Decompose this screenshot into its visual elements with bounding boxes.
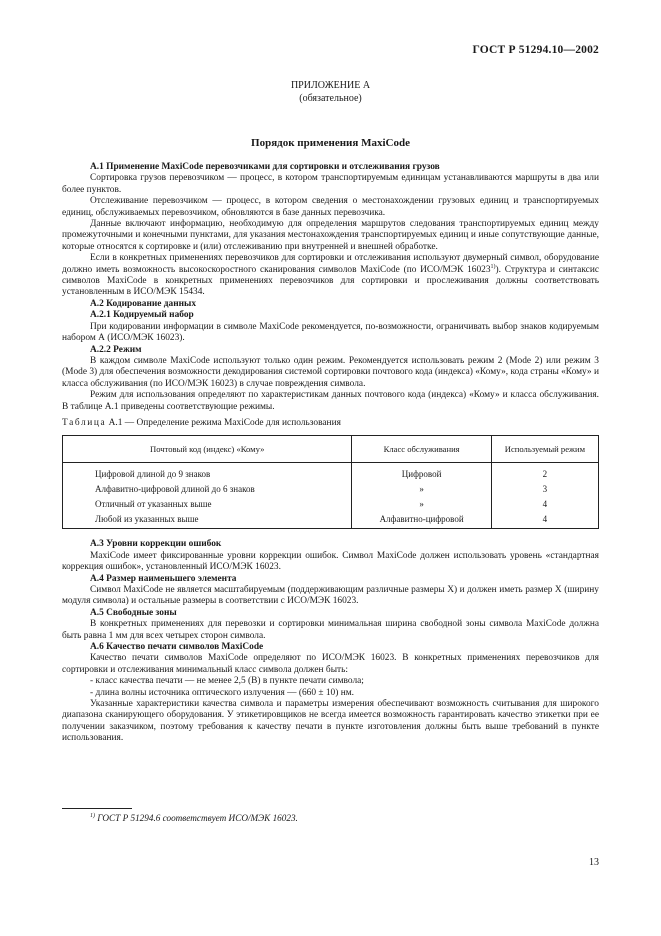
table-cell-mode: 4 — [491, 512, 598, 529]
section-a22-paragraph-2: Режим для использования определяют по характеристикам данных почтового кода (индекса) «Кому» и класса обслуживания. В таблице А.1 приведены соответствующие режимы. — [62, 390, 599, 412]
section-a5-heading: А.5 Свободные зоны — [90, 607, 177, 618]
footnote-reference: 1) — [490, 263, 496, 270]
section-a6-paragraph-1: Качество печати символов MaxiCode определяют по ИСО/МЭК 16023. В конкретных применениях перевозчиков для сортировки и отслеживания минимальный класс символа должен быть: — [62, 653, 599, 675]
section-a3-heading: А.3 Уровни коррекции ошибок — [90, 539, 222, 550]
section-a1-paragraph-4 — [62, 253, 599, 299]
document-header-id: ГОСТ Р 51294.10—2002 — [472, 44, 599, 56]
table-cell-mode: 2 — [491, 463, 598, 483]
table-header-service-class: Класс обслуживания — [352, 436, 491, 463]
section-a6-paragraph-2: Указанные характеристики качества символа и параметры измерения обеспечивают возможность считывания для широкого диапазона сканирующего оборудования. У этикетировщиков не всегда имеется возможность гарантировать качество этикетки при ее получении заказчиком, поэтому требования к качеству печати в пункте изготовления должны быть выше требований в пункте использования. — [62, 699, 599, 744]
footnote-marker: 1) — [90, 812, 95, 819]
table-cell-mode: 4 — [491, 497, 598, 512]
table-caption-label: Таблица — [62, 417, 107, 428]
section-a5-paragraph: В конкретных применениях для перевозки и сортировки минимальная ширина свободной зоны символа MaxiCode должна быть равна 1 мм для всех четырех сторон символа. — [62, 619, 599, 641]
section-a4-heading: А.4 Размер наименьшего элемента — [90, 573, 237, 584]
table-cell-postal-code: Любой из указанных выше — [63, 512, 352, 529]
table-cell-postal-code: Алфавитно-цифровой длиной до 6 знаков — [63, 482, 352, 497]
table-header-row — [63, 436, 599, 463]
footnote-text: ГОСТ Р 51294.6 соответствует ИСО/МЭК 16023. — [95, 813, 298, 823]
section-a1-heading: А.1 Применение MaxiCode перевозчиками для сортировки и отслеживания грузов — [90, 162, 440, 172]
document-body — [62, 162, 599, 745]
section-a6-list-item-2: - длина волны источника оптического излучения — (660 ± 10) нм. — [90, 687, 354, 698]
table-cell-mode: 3 — [491, 482, 598, 497]
section-a2-heading: А.2 Кодирование данных — [90, 298, 197, 309]
annex-label: ПРИЛОЖЕНИЕ А — [290, 80, 371, 91]
section-a4-paragraph: Символ MaxiCode не является масштабируемым (поддерживающим различные размеры X) и должен иметь размер X (ширину модуля символа) и остальные размеры в соответствии с ИСО/МЭК 16023. — [62, 584, 599, 607]
footnote — [90, 813, 298, 823]
table-row — [63, 497, 599, 512]
section-a1-paragraph-2: Отслеживание перевозчиком — процесс, в котором сведения о местонахождении грузовых единиц и транспортируемых единиц, обслуживаемых перевозчиком, обновляются в базе данных перевозчика. — [62, 196, 599, 218]
footnote-separator — [62, 808, 132, 809]
section-a1-paragraph-3: Данные включают информацию, необходимую для определения маршрутов следования транспортируемых единиц между промежуточными и конечными пунктами, для указания местонахождения транспортируемых единиц и иные сопутствующие данные, которые относятся к сортировке и (или) отслеживанию при внутренней и внешней обработке. — [62, 219, 599, 252]
table-cell-postal-code: Отличный от указанных выше — [63, 497, 352, 512]
section-a22-heading: А.2.2 Режим — [90, 344, 142, 355]
annex-title: Порядок применения MaxiCode — [251, 137, 410, 149]
page-number: 13 — [589, 857, 599, 868]
mode-table — [62, 435, 599, 529]
section-a6-heading: А.6 Качество печати символов MaxiCode — [90, 642, 264, 652]
table-caption-text: А.1 — Определение режима MaxiCode для использования — [106, 417, 341, 428]
section-a1-paragraph-4-part-1: Если в конкретных применениях перевозчиков для сортировки и отслеживания используют двумерный символ, оборудование должно иметь возможность высокоскоростного сканирования символов MaxiCode (по ИСО/МЭК 16023 — [62, 253, 599, 275]
table-header-postal-code: Почтовый код (индекс) «Кому» — [63, 436, 352, 463]
table-cell-service-class: » — [352, 497, 491, 512]
table-row — [63, 463, 599, 483]
table-cell-postal-code: Цифровой длиной до 9 знаков — [63, 463, 352, 483]
table-row — [63, 512, 599, 529]
table-cell-service-class: Цифровой — [352, 463, 491, 483]
annex-label-block — [0, 80, 661, 105]
table-row — [63, 482, 599, 497]
section-a6-list-item-1: - класс качества печати — не менее 2,5 (В) в пункте печати символа; — [90, 676, 364, 687]
section-a3-paragraph: MaxiCode имеет фиксированные уровни коррекции ошибок. Символ MaxiCode должен использовать уровень «стандартная коррекция ошибок», установленный ИСО/МЭК 16023. — [62, 550, 599, 573]
section-a22-paragraph-1: В каждом символе MaxiCode используют только один режим. Рекомендуется использовать режим 2 (Mode 2) или режим 3 (Mode 3) для обеспечения возможности декодирования системой сортировки почтового кода (индекса) «Кому», кода страны «Кому» и класса обслуживания (по ИСО/МЭК 16023) в случае повреждения символа. — [62, 355, 599, 389]
section-a21-heading: А.2.1 Кодируемый набор — [90, 310, 194, 321]
section-a1-paragraph-1: Сортировка грузов перевозчиком — процесс, в котором транспортируемым единицам устанавливаются маршруты в два или более пунктов. — [62, 173, 599, 195]
annex-status: (обязательное) — [299, 92, 362, 104]
table-header-mode: Используемый режим — [491, 436, 598, 463]
table-caption — [62, 418, 599, 429]
section-a21-paragraph: При кодировании информации в символе MaxiCode рекомендуется, по-возможности, ограничивать выбор знаков кодируемым набором А (ИСО/МЭК 16023). — [62, 321, 599, 344]
table-cell-service-class: » — [352, 482, 491, 497]
table-cell-service-class: Алфавитно-цифровой — [352, 512, 491, 529]
section-a1-paragraph-4-part-2: ). Структура и синтаксис символов MaxiCode в конкретных применениях перевозчиков для сортировки и прослеживания должны соответствовать установленным в ИСО/МЭК 15434. — [62, 264, 599, 298]
